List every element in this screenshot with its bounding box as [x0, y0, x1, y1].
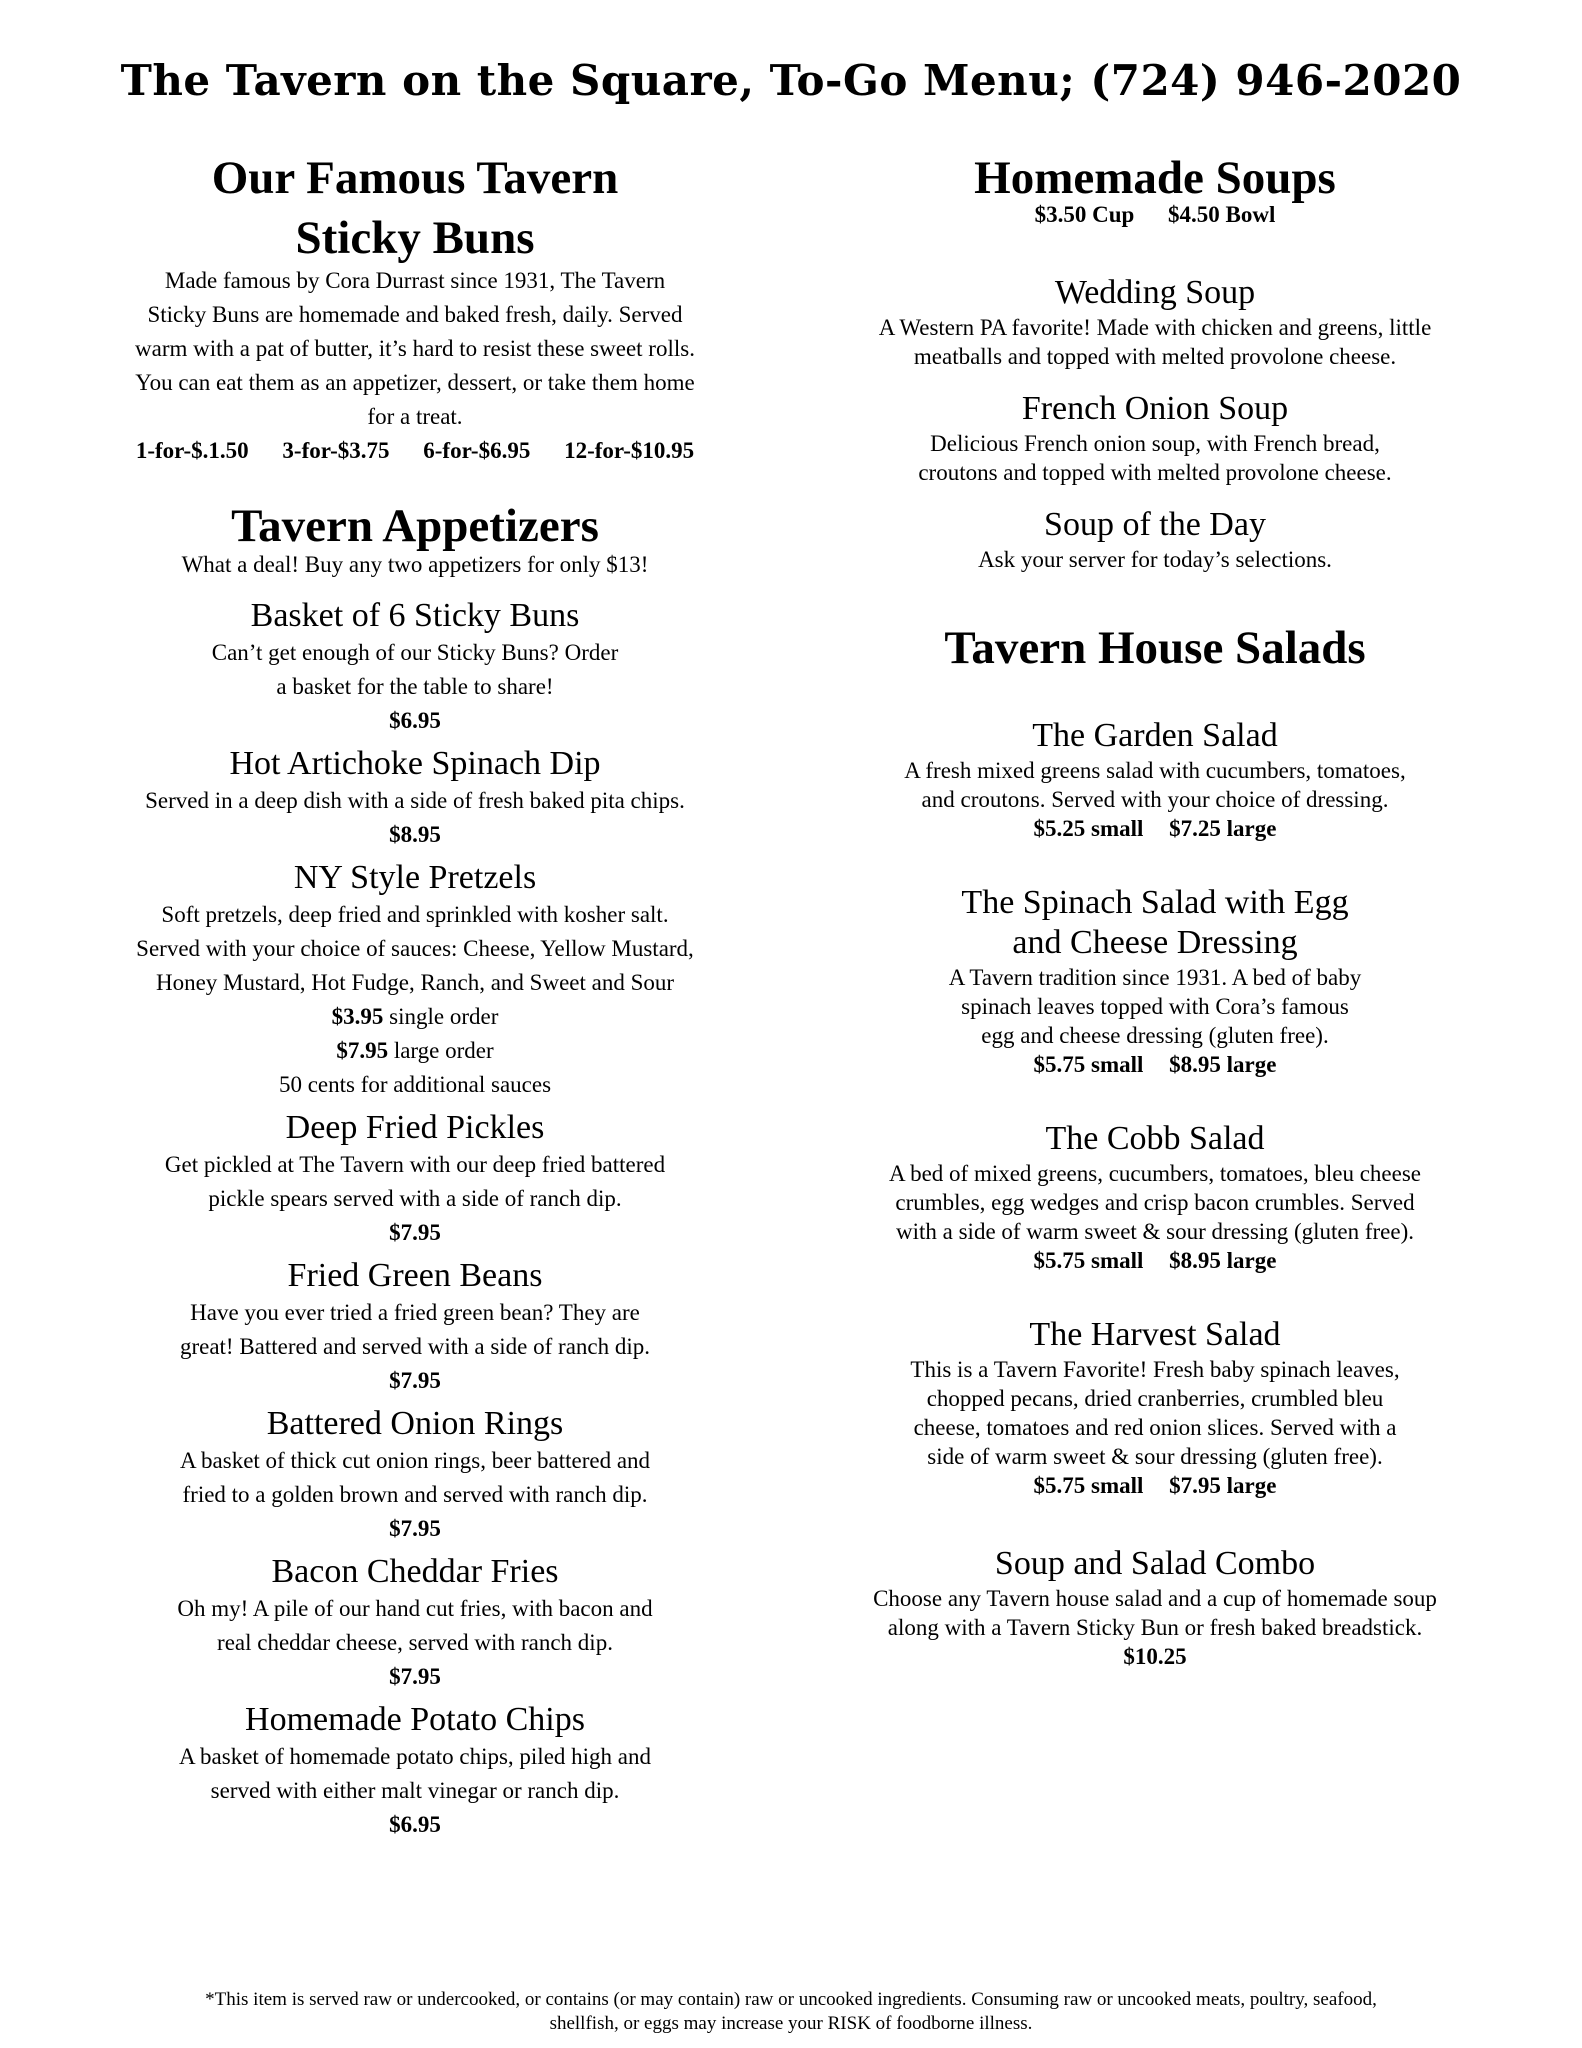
description-line: with a side of warm sweet & sour dressing (gluten free). — [896, 1219, 1414, 1244]
description-line: croutons and topped with melted provolone cheese. — [918, 460, 1392, 485]
sticky-buns-title-line1: Our Famous Tavern — [211, 152, 619, 204]
item-description — [830, 429, 1480, 487]
menu-item — [95, 1700, 735, 1842]
description-line: spinach leaves topped with Cora’s famous — [961, 994, 1349, 1019]
description-line: A Western PA favorite! Made with chicken and greens, little — [878, 315, 1432, 340]
sticky-buns-section — [95, 148, 735, 468]
menu-item — [95, 744, 735, 852]
price: 1-for-$.1.50 — [135, 438, 249, 463]
item-description: Ask your server for today’s selections. — [978, 547, 1332, 572]
menu-item — [830, 505, 1480, 574]
description-line: Soft pretzels, deep fried and sprinkled with kosher salt. — [161, 902, 669, 927]
description-line: crumbles, egg wedges and crisp bacon crumbles. Served — [895, 1190, 1415, 1215]
price: $3.95 — [331, 1004, 384, 1029]
item-name: Fried Green Beans — [287, 1257, 543, 1294]
description-line: Sticky Buns are homemade and baked fresh, daily. Served — [147, 302, 683, 327]
item-name: Basket of 6 Sticky Buns — [250, 597, 580, 634]
single-order-price — [95, 1000, 735, 1034]
item-description — [95, 1444, 735, 1512]
description-line: Can’t get enough of our Sticky Buns? Order — [211, 640, 619, 665]
large-order-price — [95, 1034, 735, 1068]
description-line: A Tavern tradition since 1931. A bed of baby — [948, 965, 1362, 990]
item-description — [95, 1592, 735, 1660]
menu-item — [830, 883, 1480, 1079]
price: 12-for-$10.95 — [564, 438, 695, 463]
description-line: meatballs and topped with melted provolone cheese. — [913, 344, 1397, 369]
item-name: NY Style Pretzels — [293, 859, 537, 896]
description-line: Choose any Tavern house salad and a cup of homemade soup — [873, 1586, 1437, 1611]
item-description — [95, 1740, 735, 1808]
item-price: $7.95 — [389, 1220, 441, 1245]
item-price: $6.95 — [389, 708, 441, 733]
sticky-buns-prices — [95, 434, 735, 468]
description-line: A fresh mixed greens salad with cucumbers, tomatoes, — [904, 758, 1406, 783]
description-line: great! Battered and served with a side of ranch dip. — [179, 1334, 651, 1359]
item-description — [830, 963, 1480, 1050]
section-title: Homemade Soups — [974, 152, 1336, 204]
item-name — [830, 883, 1480, 963]
price-label: single order — [389, 1004, 499, 1029]
price-label: large order — [393, 1038, 494, 1063]
item-price: $7.95 — [389, 1516, 441, 1541]
item-name: Wedding Soup — [1054, 274, 1256, 311]
soups-section — [830, 148, 1480, 574]
item-name: Soup and Salad Combo — [994, 1545, 1316, 1582]
description-line: You can eat them as an appetizer, dessert, or take them home — [135, 370, 695, 395]
description-line: A basket of homemade potato chips, piled high and — [178, 1744, 652, 1769]
menu-item — [830, 273, 1480, 371]
item-name-line: and Cheese Dressing — [1012, 924, 1298, 961]
item-name: French Onion Soup — [1021, 390, 1289, 427]
section-title — [95, 148, 735, 268]
description-line: Oh my! A pile of our hand cut fries, with bacon and — [177, 1596, 653, 1621]
menu-item — [830, 1119, 1480, 1275]
item-description — [95, 898, 735, 1000]
description-line: Have you ever tried a fried green bean? They are — [190, 1300, 640, 1325]
sticky-buns-title-line2: Sticky Buns — [295, 212, 535, 264]
description-line: side of warm sweet & sour dressing (gluten free). — [927, 1444, 1383, 1469]
menu-item-combo — [830, 1544, 1480, 1671]
description-line: pickle spears served with a side of ranch dip. — [208, 1186, 622, 1211]
appetizers-section — [95, 496, 735, 1842]
description-line: along with a Tavern Sticky Bun or fresh baked breadstick. — [887, 1615, 1423, 1640]
disclaimer-line: *This item is served raw or undercooked, or contains (or may contain) raw or uncooked ingredients. Consuming raw or uncooked meats, poultry, seafood, — [205, 1989, 1377, 2010]
large-price: $7.25 large — [1169, 816, 1277, 841]
price: 6-for-$6.95 — [423, 438, 531, 463]
description-line: Served with your choice of sauces: Cheese, Yellow Mustard, — [136, 936, 694, 961]
menu-item — [95, 1404, 735, 1546]
large-price: $7.95 large — [1169, 1473, 1277, 1498]
item-price — [830, 1471, 1480, 1500]
item-description — [95, 1296, 735, 1364]
right-column — [830, 148, 1480, 1671]
item-description — [830, 1584, 1480, 1642]
item-price — [830, 1050, 1480, 1079]
description-line: egg and cheese dressing (gluten free). — [981, 1023, 1329, 1048]
food-safety-disclaimer — [80, 1988, 1502, 2036]
item-name: Deep Fried Pickles — [285, 1109, 545, 1146]
description-line: This is a Tavern Favorite! Fresh baby spinach leaves, — [910, 1357, 1400, 1382]
menu-item — [830, 389, 1480, 487]
sticky-buns-description — [95, 264, 735, 434]
description-line: served with either malt vinegar or ranch dip. — [210, 1778, 620, 1803]
menu-item — [95, 1552, 735, 1694]
item-price: $6.95 — [389, 1812, 441, 1837]
description-line: and croutons. Served with your choice of dressing. — [921, 787, 1389, 812]
menu-item — [830, 1315, 1480, 1500]
item-name: Homemade Potato Chips — [245, 1701, 585, 1738]
item-price: $7.95 — [389, 1368, 441, 1393]
item-price: $10.25 — [1123, 1644, 1187, 1669]
item-description — [830, 756, 1480, 814]
bowl-price: $4.50 Bowl — [1168, 202, 1276, 227]
item-name: Bacon Cheddar Fries — [271, 1553, 559, 1590]
description-line: for a treat. — [367, 404, 463, 429]
section-title: Tavern House Salads — [944, 622, 1366, 674]
item-price: $8.95 — [389, 822, 441, 847]
description-line: real cheddar cheese, served with ranch dip. — [217, 1630, 613, 1655]
price: $7.95 — [336, 1038, 389, 1063]
item-description — [830, 1355, 1480, 1471]
item-price — [830, 814, 1480, 843]
description-line: Get pickled at The Tavern with our deep fried battered — [164, 1152, 666, 1177]
price: 3-for-$3.75 — [282, 438, 390, 463]
description-line: cheese, tomatoes and red onion slices. Served with a — [913, 1415, 1397, 1440]
section-title: Tavern Appetizers — [231, 500, 599, 552]
appetizers-subtitle: What a deal! Buy any two appetizers for only $13! — [181, 552, 649, 577]
left-column — [95, 148, 735, 1842]
item-name: Battered Onion Rings — [266, 1405, 564, 1442]
description-line: chopped pecans, dried cranberries, crumbled bleu — [926, 1386, 1384, 1411]
item-name: The Garden Salad — [1032, 717, 1278, 754]
item-price — [830, 1246, 1480, 1275]
small-price: $5.75 small — [1033, 1248, 1144, 1273]
item-name-line: The Spinach Salad with Egg — [961, 884, 1349, 921]
item-name: The Cobb Salad — [1045, 1120, 1265, 1157]
item-name: Soup of the Day — [1044, 506, 1266, 543]
menu-item — [830, 716, 1480, 843]
description-line: Delicious French onion soup, with French bread, — [930, 431, 1380, 456]
item-description — [95, 1148, 735, 1216]
small-price: $5.25 small — [1033, 816, 1144, 841]
large-price: $8.95 large — [1169, 1052, 1277, 1077]
page-title: The Tavern on the Square, To-Go Menu; (724) 946-2020 — [120, 56, 1462, 105]
cup-price: $3.50 Cup — [1034, 202, 1135, 227]
soup-prices — [830, 200, 1480, 229]
item-name: The Harvest Salad — [1029, 1316, 1281, 1353]
salads-section — [830, 618, 1480, 1671]
menu-item — [95, 596, 735, 738]
description-line: A basket of thick cut onion rings, beer battered and — [179, 1448, 651, 1473]
menu-item — [95, 1256, 735, 1398]
small-price: $5.75 small — [1033, 1052, 1144, 1077]
small-price: $5.75 small — [1033, 1473, 1144, 1498]
item-price: $7.95 — [389, 1664, 441, 1689]
description-line: Honey Mustard, Hot Fudge, Ranch, and Sweet and Sour — [155, 970, 675, 995]
description-line: A bed of mixed greens, cucumbers, tomatoes, bleu cheese — [888, 1161, 1422, 1186]
menu-item — [95, 1108, 735, 1250]
description-line: fried to a golden brown and served with ranch dip. — [182, 1482, 648, 1507]
menu-item — [95, 858, 735, 1102]
description-line: Made famous by Cora Durrast since 1931, The Tavern — [164, 268, 666, 293]
item-description — [95, 636, 735, 704]
description-line: warm with a pat of butter, it’s hard to resist these sweet rolls. — [135, 336, 695, 361]
item-description — [830, 313, 1480, 371]
additional-sauce-note: 50 cents for additional sauces — [278, 1072, 552, 1097]
item-name: Hot Artichoke Spinach Dip — [229, 745, 601, 782]
item-description: Served in a deep dish with a side of fresh baked pita chips. — [145, 788, 685, 813]
description-line: a basket for the table to share! — [276, 674, 554, 699]
item-description — [830, 1159, 1480, 1246]
large-price: $8.95 large — [1169, 1248, 1277, 1273]
disclaimer-line: shellfish, or eggs may increase your RISK of foodborne illness. — [549, 2013, 1033, 2034]
